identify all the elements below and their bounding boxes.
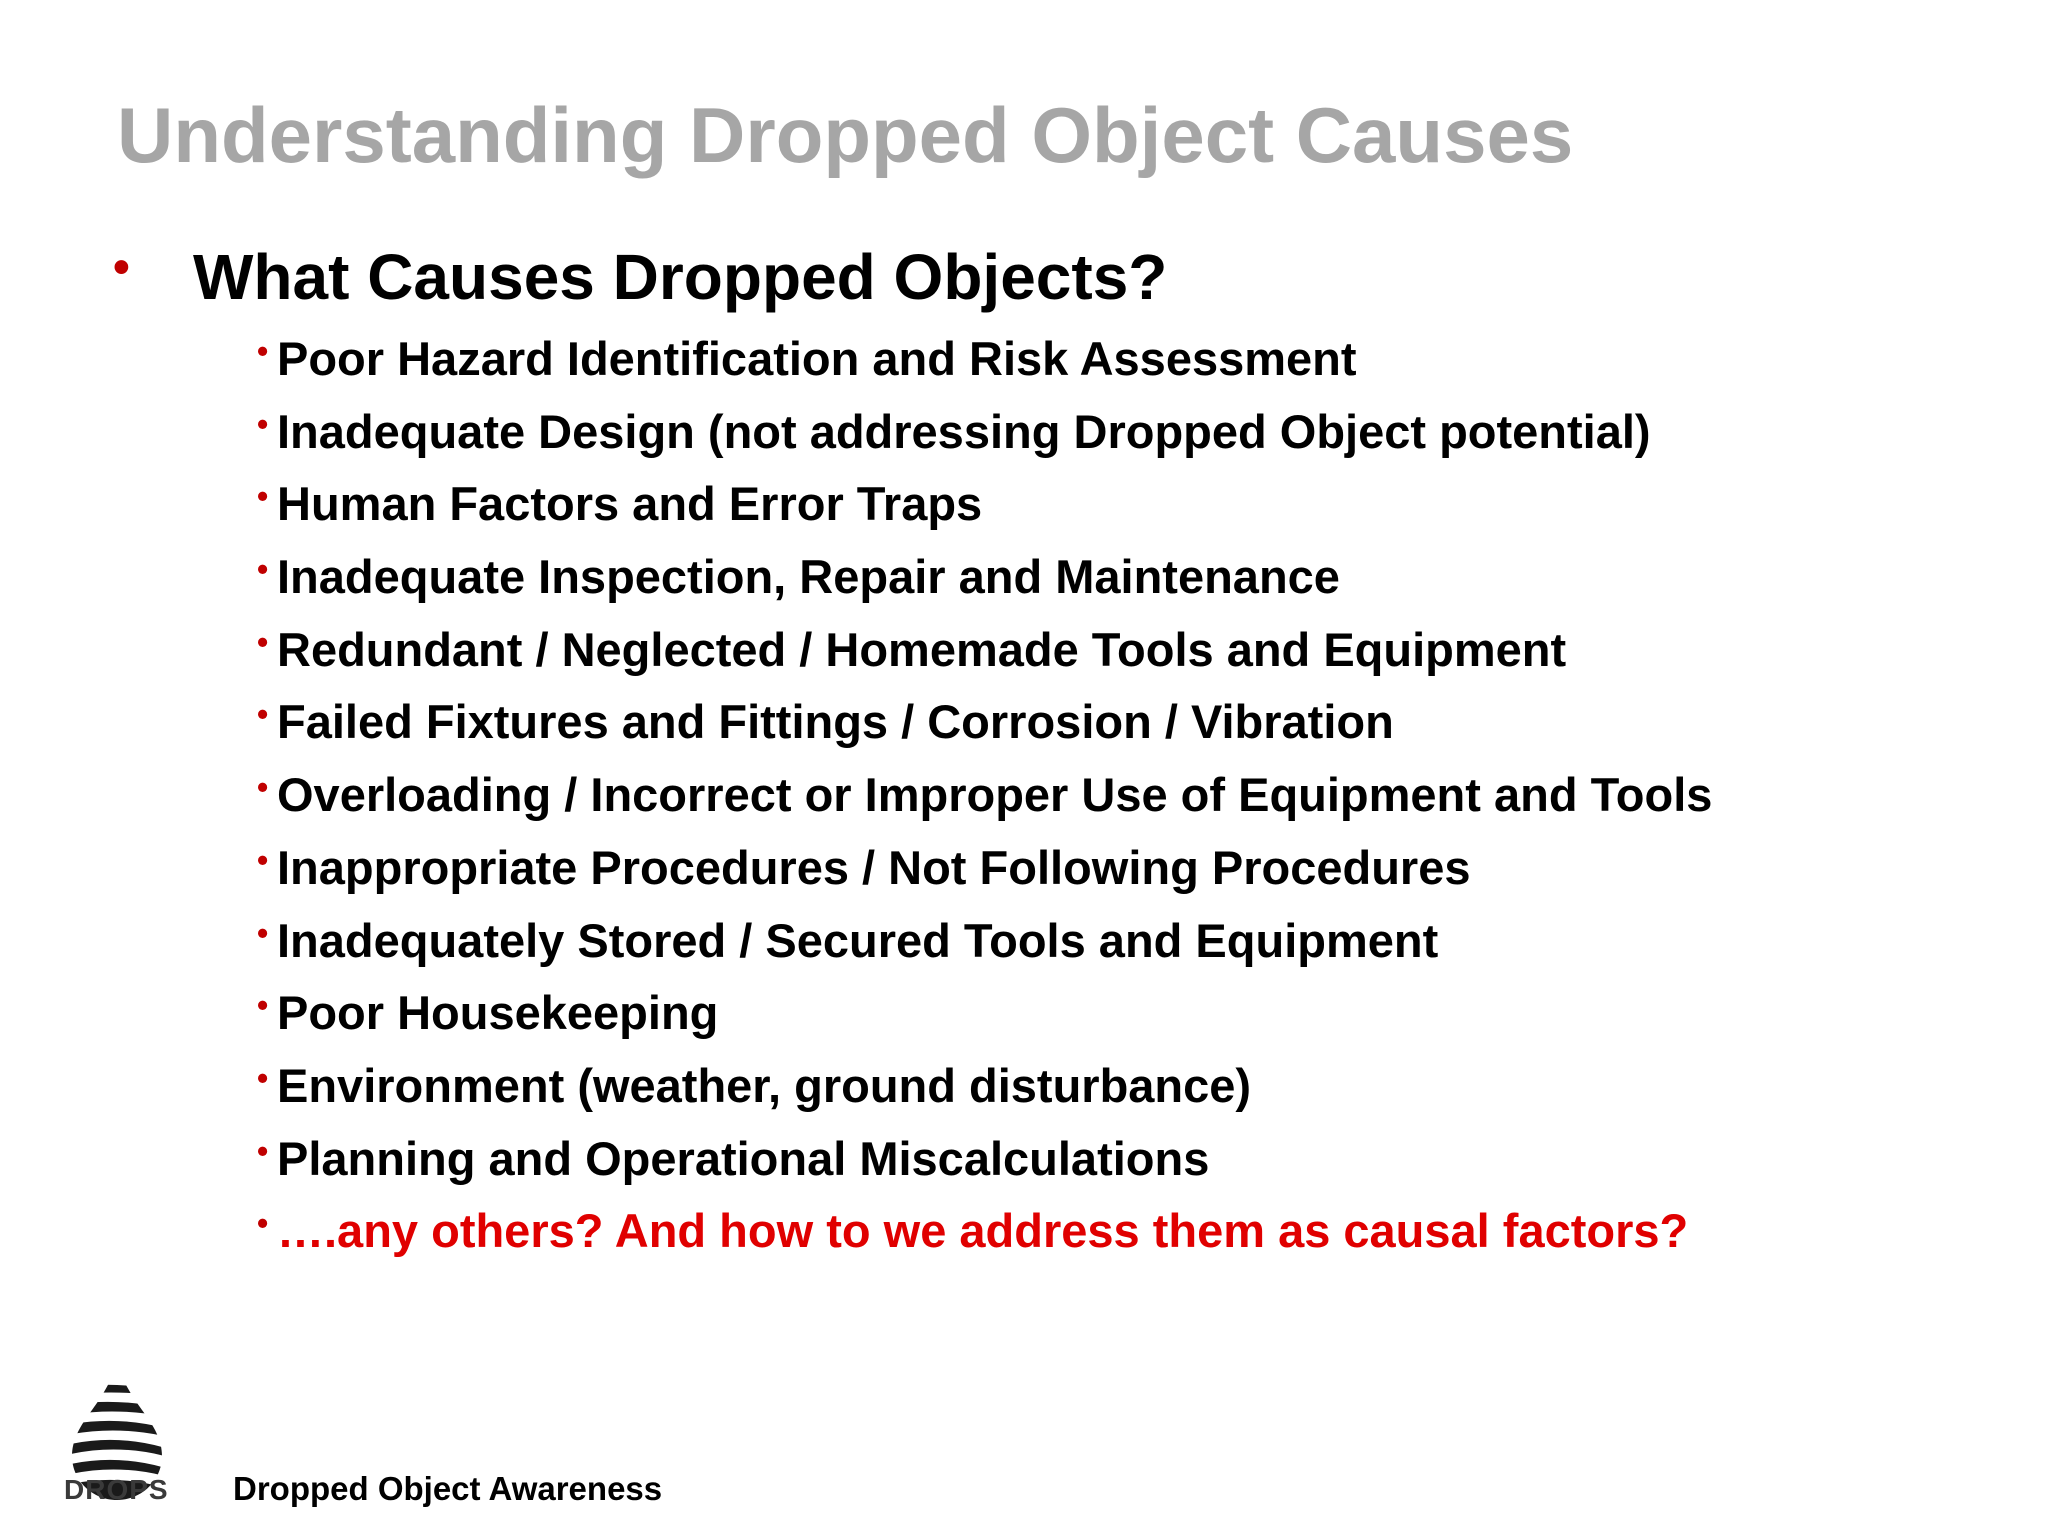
bullet-dot: • — [257, 623, 269, 660]
list-item-text: Planning and Operational Miscalculations — [277, 1131, 1210, 1185]
bullet-dot: • — [257, 987, 269, 1024]
list-item-text: Inappropriate Procedures / Not Following Procedures — [277, 840, 1471, 894]
bullet-dot: • — [257, 769, 269, 806]
footer-text: Dropped Object Awareness — [233, 1470, 663, 1507]
list-item-text: Inadequate Design (not addressing Dropped Object potential) — [277, 404, 1651, 458]
bullet-dot: • — [113, 241, 130, 294]
list-item-text: Failed Fixtures and Fittings / Corrosion / Vibration — [277, 695, 1394, 749]
list-item-text: Redundant / Neglected / Homemade Tools and Equipment — [277, 622, 1567, 676]
list-item-text: Poor Hazard Identification and Risk Assessment — [277, 332, 1357, 385]
list-item-text: Human Factors and Error Traps — [277, 477, 983, 531]
list-item-text: Inadequately Stored / Secured Tools and Equipment — [277, 913, 1439, 967]
list-item-text: Poor Housekeeping — [277, 986, 719, 1040]
bullet-dot: • — [257, 551, 269, 588]
bullet-dot: • — [257, 333, 269, 369]
bullet-dot: • — [257, 1059, 269, 1096]
logo-text: DROPS — [64, 1474, 169, 1505]
list-item-text: Overloading / Incorrect or Improper Use of Equipment and Tools — [277, 768, 1713, 822]
bullet-dot: • — [257, 405, 269, 442]
slide-title: Understanding Dropped Object Causes — [117, 91, 1574, 179]
list-item-text: ….any others? And how to we address them as causal factors? — [277, 1204, 1689, 1258]
main-bullet-text: What Causes Dropped Objects? — [193, 241, 1168, 313]
list-item-text: Inadequate Inspection, Repair and Maintenance — [277, 550, 1340, 604]
bullet-dot: • — [257, 914, 269, 951]
bullet-dot: • — [257, 841, 269, 878]
bullet-dot: • — [257, 1132, 269, 1169]
list-item-text: Environment (weather, ground disturbance) — [277, 1058, 1252, 1112]
bullet-dot: • — [257, 1205, 269, 1242]
bullet-dot: • — [257, 696, 269, 733]
bullet-dot: • — [257, 478, 269, 515]
